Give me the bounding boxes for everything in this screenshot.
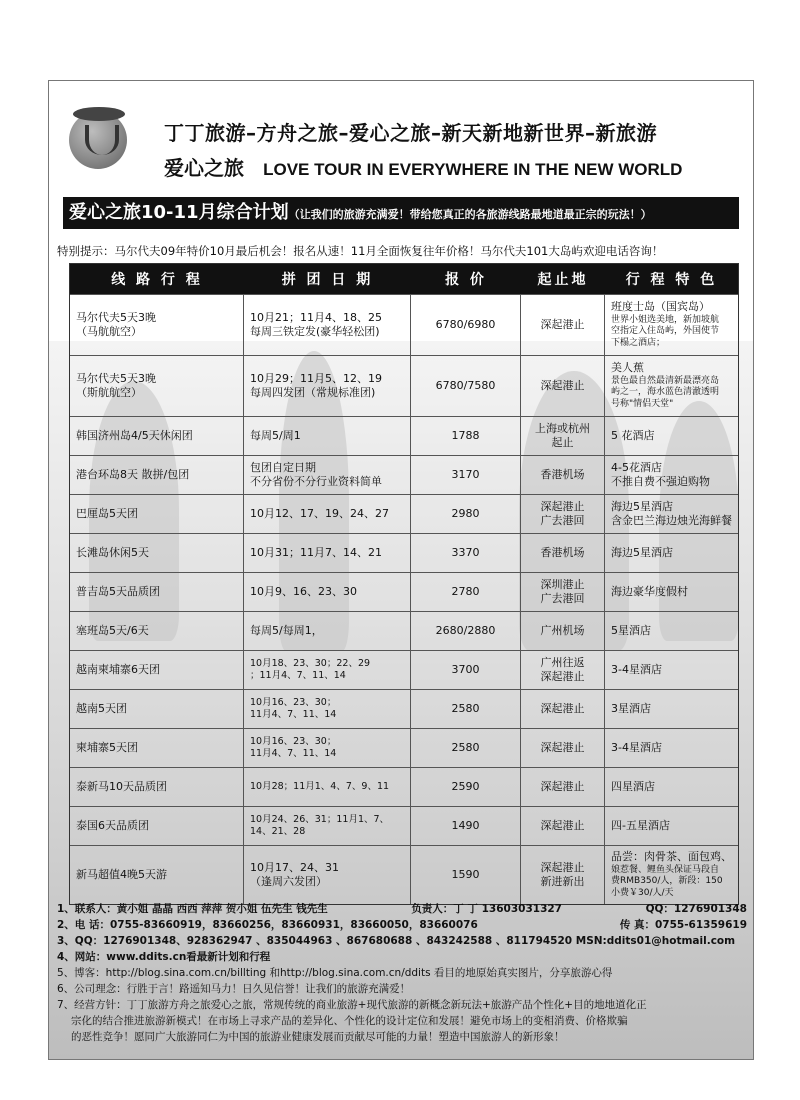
route-cell-text: （斯航航空） [76, 386, 142, 399]
dates-cell-text: 10月24、26、31；11月1、7、 [250, 813, 390, 825]
depart-cell-text: 深起港止 [540, 740, 585, 754]
route-cell-text: 泰国6天品质团 [76, 818, 149, 832]
feature-cell [605, 573, 738, 611]
table-row [70, 533, 738, 572]
special-notice: 特别提示：马尔代夫09年特价10月最后机会！报名从速！11月全面恢复往年价格！马尔代夫101大岛屿欢迎电话咨询！ [57, 244, 664, 258]
feature-cell-text: 屿之一，海水蓝色清澈透明 [611, 387, 720, 398]
price-cell [411, 690, 521, 728]
depart-cell [521, 295, 605, 355]
table-header [70, 264, 738, 294]
route-cell [70, 534, 244, 572]
feature-cell-text: 班度士岛（国宾岛） [611, 300, 710, 314]
dates-cell-text: 14、21、28 [250, 826, 306, 837]
footer-policy-3: 的恶性竞争！愿同广大旅游同仁为中国的旅游业健康发展而贡献尽可能的力量！塑造中国旅游人的新形象！ [71, 1031, 565, 1043]
table-row [70, 611, 738, 650]
plan-banner [63, 197, 739, 229]
feature-cell [605, 417, 738, 455]
price-cell-text: 1590 [451, 867, 480, 881]
price-cell-text: 3700 [451, 662, 480, 676]
depart-cell-text: 深起港止 [540, 670, 585, 683]
depart-cell [521, 356, 605, 416]
price-cell [411, 495, 521, 533]
table-row [70, 572, 738, 611]
dates-cell-text: 10月12、17、19、24、27 [250, 506, 389, 520]
table-row [70, 294, 738, 355]
route-cell [70, 846, 244, 904]
depart-cell-text: 香港机场 [540, 545, 585, 559]
table-row [70, 355, 738, 416]
price-cell-text: 2580 [451, 740, 480, 754]
price-cell-text: 2780 [451, 584, 480, 598]
depart-cell-text: 深起港止 [540, 701, 585, 715]
price-cell [411, 356, 521, 416]
dates-cell-text: 10月18、23、30；22、29 [250, 657, 371, 669]
dates-cell-text: 每周5/每周1， [250, 623, 323, 637]
dates-cell [244, 612, 411, 650]
feature-cell-text: 四-五星酒店 [611, 818, 670, 832]
page-subtitle [164, 152, 682, 181]
footer-qq: QQ：1276901348 [645, 903, 747, 915]
feature-cell-text: 费RMB350/人，新段：150 [611, 876, 723, 887]
depart-cell-text: 香港机场 [540, 467, 585, 481]
price-cell [411, 846, 521, 904]
table-row [70, 806, 738, 845]
price-cell-text: 6780/6980 [435, 317, 496, 331]
feature-cell-text: 品尝：肉骨茶、面包鸡、 [611, 850, 732, 864]
route-cell [70, 690, 244, 728]
subtitle-en: LOVE TOUR IN EVERYWHERE IN THE NEW WORLD [263, 160, 683, 179]
feature-cell-text: 不推自费不强迫购物 [611, 475, 710, 488]
feature-cell [605, 729, 738, 767]
dates-cell [244, 690, 411, 728]
depart-cell-text: 新进新出 [540, 875, 585, 888]
feature-cell-text: 小费￥30/人/天 [611, 887, 674, 898]
feature-cell-text: 3-4星酒店 [611, 740, 662, 754]
table-body [70, 294, 738, 904]
route-cell [70, 573, 244, 611]
depart-cell-text: 广去港回 [540, 514, 585, 527]
route-cell-text: 长滩岛休闲5天 [76, 545, 149, 559]
dates-cell-text: 10月29；11月5、12、19 [250, 371, 382, 385]
feature-cell-text: 号称"情侣天堂" [611, 398, 674, 409]
depart-cell-text: 深起港止 [540, 499, 585, 513]
route-cell-text: 韩国济州岛4/5天休闲团 [76, 428, 193, 442]
depart-cell [521, 495, 605, 533]
footer-manager: 负责人：丁 丁 13603031327 [411, 903, 562, 915]
route-cell [70, 495, 244, 533]
dates-cell-text: ；11月4、7、11、14 [250, 670, 346, 681]
price-cell [411, 573, 521, 611]
price-cell [411, 417, 521, 455]
depart-cell [521, 690, 605, 728]
dates-cell-text: 10月16、23、30； [250, 696, 337, 708]
table-row [70, 494, 738, 533]
route-cell [70, 612, 244, 650]
dates-cell [244, 495, 411, 533]
dates-cell-text: 10月9、16、23、30 [250, 584, 357, 598]
depart-cell-text: 广去港回 [540, 592, 585, 605]
depart-cell-text: 深起港止 [540, 317, 585, 331]
footer-policy-2: 宗化的结合推进旅游新模式！在市场上寻求产品的差异化、个性化的设计定位和发展！避免市场上的变相消费、价格欺骗 [71, 1015, 628, 1027]
table-row [70, 689, 738, 728]
dates-cell-text: 10月28；11月1、4、7、9、11 [250, 780, 390, 792]
price-cell-text: 1788 [451, 428, 480, 442]
footer-qq-list: 3、QQ：1276901348、928362947 、835044963 、867680688 、843242588 、811794520 MSN:ddits01@hotmail.com [57, 935, 736, 947]
table-row [70, 728, 738, 767]
dates-cell [244, 573, 411, 611]
price-cell [411, 456, 521, 494]
feature-cell [605, 651, 738, 689]
price-cell [411, 807, 521, 845]
feature-cell-text: 下榻之酒店； [611, 337, 666, 348]
route-cell-text: 马尔代夫5天3晚 [76, 371, 156, 385]
feature-cell-text: 四星酒店 [611, 779, 655, 793]
header-depart: 起止地 [537, 272, 589, 288]
depart-cell [521, 417, 605, 455]
feature-cell [605, 295, 738, 355]
depart-cell-text: 深起港止 [540, 818, 585, 832]
depart-cell-text: 深起港止 [540, 779, 585, 793]
header-dates: 拼 团 日 期 [281, 272, 374, 288]
dates-cell [244, 768, 411, 806]
feature-cell-text: 海边5星酒店 [611, 545, 673, 559]
route-cell-text: 越南柬埔寨6天团 [76, 662, 160, 676]
route-cell-text: 巴厘岛5天团 [76, 506, 138, 520]
feature-cell-text: 3星酒店 [611, 701, 651, 715]
table-row [70, 650, 738, 689]
dates-cell [244, 846, 411, 904]
page-title: 丁丁旅游–方舟之旅–爱心之旅–新天新地新世界–新旅游 [164, 121, 657, 145]
dates-cell-text: 11月4、7、11、14 [250, 748, 337, 759]
depart-cell-text: 深起港止 [540, 378, 585, 392]
feature-cell-text: 5 花酒店 [611, 428, 655, 442]
route-cell-text: 港台环岛8天 散拼/包团 [76, 467, 190, 481]
depart-cell-text: 广州往返 [540, 655, 585, 669]
price-cell-text: 1490 [451, 818, 480, 832]
tour-table [69, 263, 739, 905]
footer-blog: 5、博客：http://blog.sina.com.cn/billting 和http://blog.sina.com.cn/ddits 看目的地原始真实图片，分享旅游心得 [57, 967, 613, 979]
feature-cell [605, 456, 738, 494]
price-cell-text: 3370 [451, 545, 480, 559]
route-cell [70, 807, 244, 845]
feature-cell [605, 768, 738, 806]
price-cell-text: 2980 [451, 506, 480, 520]
palm-logo-icon [69, 111, 127, 169]
feature-cell [605, 690, 738, 728]
route-cell-text: 柬埔寨5天团 [76, 740, 138, 754]
feature-cell-text: 娘惹餐、鲤鱼头保证马段自 [611, 864, 720, 875]
header-price: 报 价 [445, 272, 487, 288]
route-cell [70, 729, 244, 767]
route-cell [70, 356, 244, 416]
route-cell [70, 768, 244, 806]
dates-cell-text: 每周5/周1 [250, 428, 301, 442]
route-cell-text: 普吉岛5天品质团 [76, 584, 160, 598]
footer-fax: 传 真：0755-61359619 [619, 919, 747, 931]
price-cell [411, 768, 521, 806]
price-cell-text: 6780/7580 [435, 378, 496, 392]
depart-cell [521, 768, 605, 806]
depart-cell [521, 612, 605, 650]
depart-cell [521, 807, 605, 845]
price-cell [411, 729, 521, 767]
feature-cell-text: 美人蕉 [611, 361, 644, 375]
feature-cell-text: 含金巴兰海边烛光海鲜餐 [611, 514, 732, 527]
feature-cell-text: 海边5星酒店 [611, 499, 673, 513]
table-row [70, 455, 738, 494]
header-feature: 行 程 特 色 [625, 272, 718, 288]
depart-cell-text: 上海或杭州 [535, 421, 590, 435]
feature-cell-text: 海边豪华度假村 [611, 584, 688, 598]
dates-cell-text: 每周三铁定发(豪华轻松团) [250, 325, 380, 338]
feature-cell [605, 846, 738, 904]
dates-cell [244, 534, 411, 572]
dates-cell [244, 729, 411, 767]
dates-cell [244, 651, 411, 689]
table-row [70, 767, 738, 806]
route-cell-text: 新马超值4晚5天游 [76, 867, 167, 881]
feature-cell-text: 景色最自然最清新最漂亮岛 [611, 375, 720, 386]
route-cell [70, 456, 244, 494]
depart-cell [521, 651, 605, 689]
depart-cell [521, 456, 605, 494]
footer-phone: 2、电 话：0755-83660919，83660256，83660931，83660050，83660076 [57, 919, 478, 931]
dates-cell-text: 10月31；11月7、14、21 [250, 545, 382, 559]
depart-cell-text: 深圳港止 [540, 577, 585, 591]
depart-cell-text: 起止 [551, 436, 574, 449]
contact-footer [57, 901, 747, 1045]
footer-contacts: 1、联系人：黄小姐 晶晶 西西 萍萍 贺小姐 伍先生 钱先生 [57, 903, 328, 915]
route-cell-text: （马航航空） [76, 325, 142, 338]
feature-cell-text: 5星酒店 [611, 623, 651, 637]
flyer-sheet [48, 80, 754, 1060]
depart-cell-text: 广州机场 [540, 623, 585, 637]
dates-cell-text: 10月21；11月4、18、25 [250, 310, 382, 324]
banner-main: 爱心之旅10-11月综合计划 [69, 202, 289, 223]
feature-cell-text: 空指定入住岛屿，外国使节 [611, 326, 720, 337]
price-cell [411, 534, 521, 572]
feature-cell-text: 4-5花酒店 [611, 460, 662, 474]
footer-policy-1: 7、经营方针：丁丁旅游方舟之旅爱心之旅，常规传统的商业旅游+现代旅游的新概念新玩法+旅游产品个性化+目的地地道化正 [57, 999, 647, 1011]
route-cell-text: 越南5天团 [76, 701, 127, 715]
route-cell-text: 马尔代夫5天3晚 [76, 310, 156, 324]
dates-cell-text: 11月4、7、11、14 [250, 709, 337, 720]
price-cell-text: 2590 [451, 779, 480, 793]
dates-cell [244, 295, 411, 355]
feature-cell [605, 534, 738, 572]
dates-cell-text: 每周四发团（常规标准团) [250, 386, 376, 399]
feature-cell [605, 356, 738, 416]
subtitle-cn: 爱心之旅 [164, 156, 244, 180]
footer-philosophy: 6、公司理念：行胜于言！路遥知马力！日久见信誉！让我们的旅游充满爱！ [57, 983, 411, 995]
route-cell-text: 塞班岛5天/6天 [76, 623, 149, 637]
table-row [70, 416, 738, 455]
price-cell-text: 2580 [451, 701, 480, 715]
feature-cell [605, 807, 738, 845]
depart-cell [521, 846, 605, 904]
depart-cell-text: 深起港止 [540, 860, 585, 874]
route-cell [70, 417, 244, 455]
dates-cell [244, 417, 411, 455]
dates-cell-text: 不分省份不分行业资料简单 [250, 475, 382, 488]
route-cell-text: 泰新马10天品质团 [76, 779, 167, 793]
depart-cell [521, 534, 605, 572]
footer-website: 4、网站：www.ddits.cn看最新计划和行程 [57, 951, 271, 963]
feature-cell [605, 612, 738, 650]
dates-cell [244, 456, 411, 494]
dates-cell [244, 807, 411, 845]
price-cell-text: 3170 [451, 467, 480, 481]
banner-sub: （让我们的旅游充满爱！带给您真正的各旅游线路最地道最正宗的玩法！） [288, 208, 652, 221]
route-cell [70, 651, 244, 689]
price-cell [411, 651, 521, 689]
table-row [70, 845, 738, 904]
depart-cell [521, 573, 605, 611]
price-cell [411, 612, 521, 650]
dates-cell-text: 10月17、24、31 [250, 860, 339, 874]
feature-cell-text: 世界小姐选美地，新加坡航 [611, 314, 720, 325]
depart-cell [521, 729, 605, 767]
dates-cell-text: （逢周六发团） [250, 875, 327, 888]
header-route: 线 路 行 程 [111, 272, 203, 288]
dates-cell-text: 10月16、23、30； [250, 735, 337, 747]
feature-cell [605, 495, 738, 533]
route-cell [70, 295, 244, 355]
feature-cell-text: 3-4星酒店 [611, 662, 662, 676]
price-cell-text: 2680/2880 [435, 623, 496, 637]
dates-cell-text: 包团自定日期 [250, 460, 316, 474]
price-cell [411, 295, 521, 355]
dates-cell [244, 356, 411, 416]
